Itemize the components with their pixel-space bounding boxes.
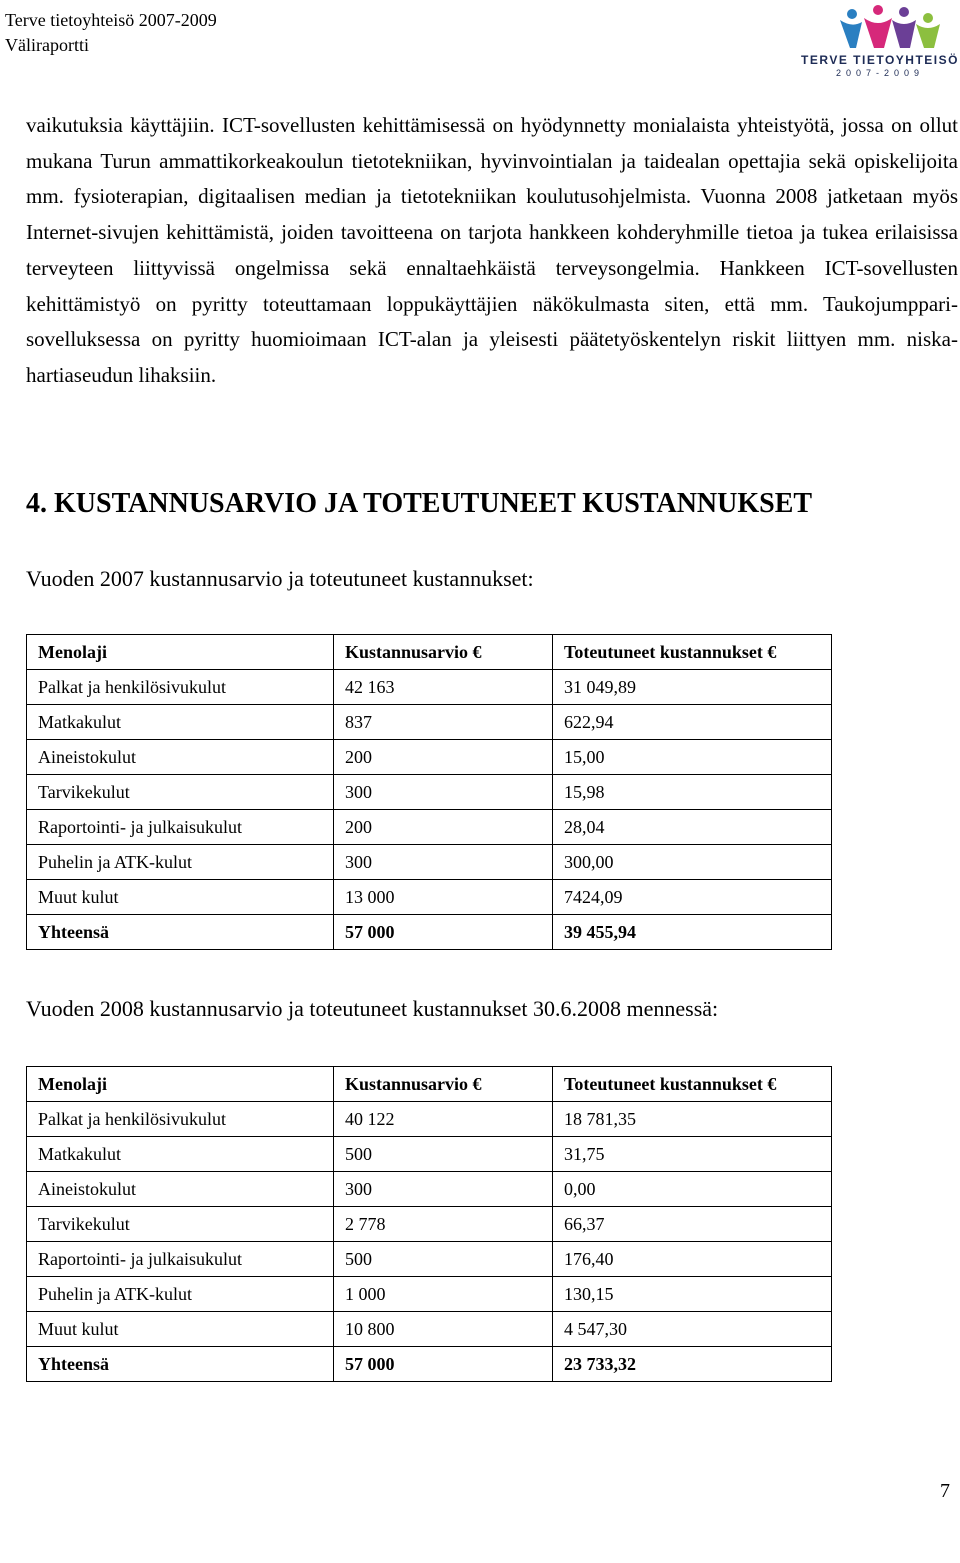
- table-cell: 176,40: [553, 1242, 832, 1277]
- logo-figures-icon: [800, 2, 960, 54]
- table-row: [27, 1277, 832, 1312]
- table-cell: Puhelin ja ATK-kulut: [27, 1277, 334, 1312]
- table-row: [27, 1242, 832, 1277]
- logo-wordmark: TERVE TIETOYHTEISÖ: [801, 53, 959, 67]
- table-cell: Palkat ja henkilösivukulut: [27, 670, 334, 705]
- table-total-row: [27, 1347, 832, 1382]
- table-cell: Raportointi- ja julkaisukulut: [27, 1242, 334, 1277]
- column-header: Menolaji: [27, 1067, 334, 1102]
- logo-years: 2007-2009: [835, 68, 925, 78]
- table-cell: Puhelin ja ATK-kulut: [27, 845, 334, 880]
- table-row: [27, 705, 832, 740]
- column-header: Kustannusarvio €: [334, 1067, 553, 1102]
- total-cell: 39 455,94: [553, 915, 832, 950]
- table-cell: 7424,09: [553, 880, 832, 915]
- table-cell: Aineistokulut: [27, 1172, 334, 1207]
- table-cell: 300: [334, 1172, 553, 1207]
- column-header: Toteutuneet kustannukset €: [553, 635, 832, 670]
- table-cell: 500: [334, 1242, 553, 1277]
- table-row: [27, 810, 832, 845]
- table-cell: 31 049,89: [553, 670, 832, 705]
- table-row: [27, 775, 832, 810]
- table-2007-caption: Vuoden 2007 kustannusarvio ja toteutuneet kustannukset:: [26, 566, 534, 591]
- table-cell: Muut kulut: [27, 1312, 334, 1347]
- table-cell: 0,00: [553, 1172, 832, 1207]
- table-cell: 130,15: [553, 1277, 832, 1312]
- table-cell: 500: [334, 1137, 553, 1172]
- body-paragraph: vaikutuksia käyttäjiin. ICT-sovellusten kehittämisessä on hyödynnetty monialaista yhteistyötä, jossa on ollut mukana Turun ammattikorkeakoulun tietotekniikan, hyvinvointialan ja taidealan opettajia sekä opiskelijoita mm. fysioterapian, digitaalisen median ja tietotekniikan koulutusohjelmista. Vuonna 2008 jatketaan myös Internet-sivujen kehittämistä, joiden tavoitteena on tarjota hankkeen kohderyhmille tietoa ja tukea erilaisissa terveyteen liittyvissä ongelmissa sekä ennaltaehkäistä terveysongelmia. Hankkeen ICT-sovellusten kehittämistyö on pyritty toteuttamaan loppukäyttäjien näkökulmasta siten, että mm. Taukojumppari-sovelluksessa on pyritty huomioimaan ICT-alan ja yleisesti päätetyöskentelyn riskit liittyen mm. niska-hartiaseudun lihaksiin.: [26, 113, 958, 387]
- table-cell: 1 000: [334, 1277, 553, 1312]
- table-cell: 4 547,30: [553, 1312, 832, 1347]
- table-row: [27, 670, 832, 705]
- page-number: 7: [940, 1480, 950, 1502]
- total-cell: Yhteensä: [27, 1347, 334, 1382]
- table-cell: 300,00: [553, 845, 832, 880]
- table-total-row: [27, 915, 832, 950]
- table-cell: 300: [334, 845, 553, 880]
- table-cell: 15,98: [553, 775, 832, 810]
- total-cell: Yhteensä: [27, 915, 334, 950]
- table-cell: Tarvikekulut: [27, 775, 334, 810]
- table-cell: Aineistokulut: [27, 740, 334, 775]
- table-cell: 40 122: [334, 1102, 553, 1137]
- table-header-row: [27, 635, 832, 670]
- table-header-row: [27, 1067, 832, 1102]
- column-header: Menolaji: [27, 635, 334, 670]
- table-cell: 15,00: [553, 740, 832, 775]
- table-cell: 18 781,35: [553, 1102, 832, 1137]
- table-row: [27, 740, 832, 775]
- document-header: [5, 8, 217, 58]
- table-row: [27, 880, 832, 915]
- total-cell: 57 000: [334, 1347, 553, 1382]
- table-cell: Palkat ja henkilösivukulut: [27, 1102, 334, 1137]
- section-heading: 4. KUSTANNUSARVIO JA TOTEUTUNEET KUSTANNUKSET: [26, 488, 813, 519]
- table-cell: Muut kulut: [27, 880, 334, 915]
- table-cell: 10 800: [334, 1312, 553, 1347]
- terve-tietoyhteiso-logo: [800, 2, 960, 82]
- table-row: [27, 1312, 832, 1347]
- table-cell: Matkakulut: [27, 1137, 334, 1172]
- table-row: [27, 1137, 832, 1172]
- table-cell: 200: [334, 740, 553, 775]
- table-cell: 2 778: [334, 1207, 553, 1242]
- header-report-type: Väliraportti: [5, 35, 89, 55]
- table-2008-caption: Vuoden 2008 kustannusarvio ja toteutuneet kustannukset 30.6.2008 mennessä:: [26, 996, 719, 1021]
- table-row: [27, 1207, 832, 1242]
- total-cell: 57 000: [334, 915, 553, 950]
- table-row: [27, 1172, 832, 1207]
- column-header: Toteutuneet kustannukset €: [553, 1067, 832, 1102]
- cost-table-2008: [26, 1066, 832, 1382]
- table-cell: 622,94: [553, 705, 832, 740]
- table-cell: 300: [334, 775, 553, 810]
- table-cell: 31,75: [553, 1137, 832, 1172]
- table-row: [27, 845, 832, 880]
- table-cell: Tarvikekulut: [27, 1207, 334, 1242]
- total-cell: 23 733,32: [553, 1347, 832, 1382]
- column-header: Kustannusarvio €: [334, 635, 553, 670]
- table-cell: Matkakulut: [27, 705, 334, 740]
- table-cell: 28,04: [553, 810, 832, 845]
- table-cell: 66,37: [553, 1207, 832, 1242]
- header-project-title: Terve tietoyhteisö 2007-2009: [5, 10, 217, 30]
- table-cell: 13 000: [334, 880, 553, 915]
- table-cell: 200: [334, 810, 553, 845]
- table-cell: Raportointi- ja julkaisukulut: [27, 810, 334, 845]
- table-row: [27, 1102, 832, 1137]
- cost-table-2007: [26, 634, 832, 950]
- table-cell: 837: [334, 705, 553, 740]
- table-cell: 42 163: [334, 670, 553, 705]
